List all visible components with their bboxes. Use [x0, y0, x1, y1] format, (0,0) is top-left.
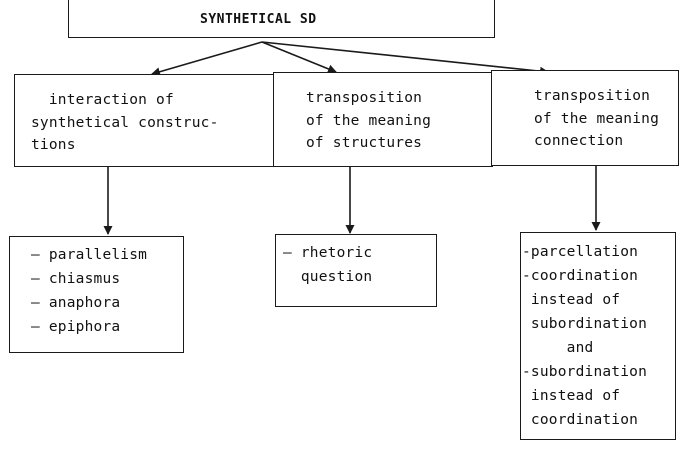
list-item-parallelism: — parallelism: [31, 247, 148, 263]
list-item-coordination-2: coordination: [522, 412, 639, 428]
title-text: SYNTHETICAL SD: [200, 12, 317, 27]
category-label-interaction-line-3: tions: [31, 137, 76, 153]
list-item-subordination-2: -subordination: [522, 364, 648, 380]
list-item-epiphora: — epiphora: [31, 319, 121, 335]
list-item-subordination: subordination: [522, 316, 648, 332]
list-item-anaphora: — anaphora: [31, 295, 121, 311]
list-item-instead-of-2: instead of: [522, 388, 621, 404]
list-item-rhetoric: — rhetoric: [283, 245, 373, 261]
arrow-to-transposition-connection: [262, 42, 548, 72]
category-label-structures-line-3: of structures: [306, 135, 423, 151]
list-item-instead-of-1: instead of: [522, 292, 621, 308]
list-item-chiasmus: — chiasmus: [31, 271, 121, 287]
category-label-connection-line-1: transposition: [534, 88, 651, 104]
category-label-interaction-line-2: synthetical construc-: [31, 115, 219, 131]
category-label-connection-line-2: of the meaning: [534, 111, 660, 127]
category-label-connection-line-3: connection: [534, 133, 624, 149]
category-label-interaction-line-1: interaction of: [31, 92, 174, 108]
list-item-parcellation: -parcellation: [522, 244, 639, 260]
category-label-structures-line-2: of the meaning: [306, 113, 432, 129]
category-label-structures-line-1: transposition: [306, 90, 423, 106]
list-item-and: and: [522, 340, 594, 356]
list-item-question: question: [283, 269, 373, 285]
arrow-to-interaction: [152, 42, 262, 74]
list-item-coordination: -coordination: [522, 268, 639, 284]
